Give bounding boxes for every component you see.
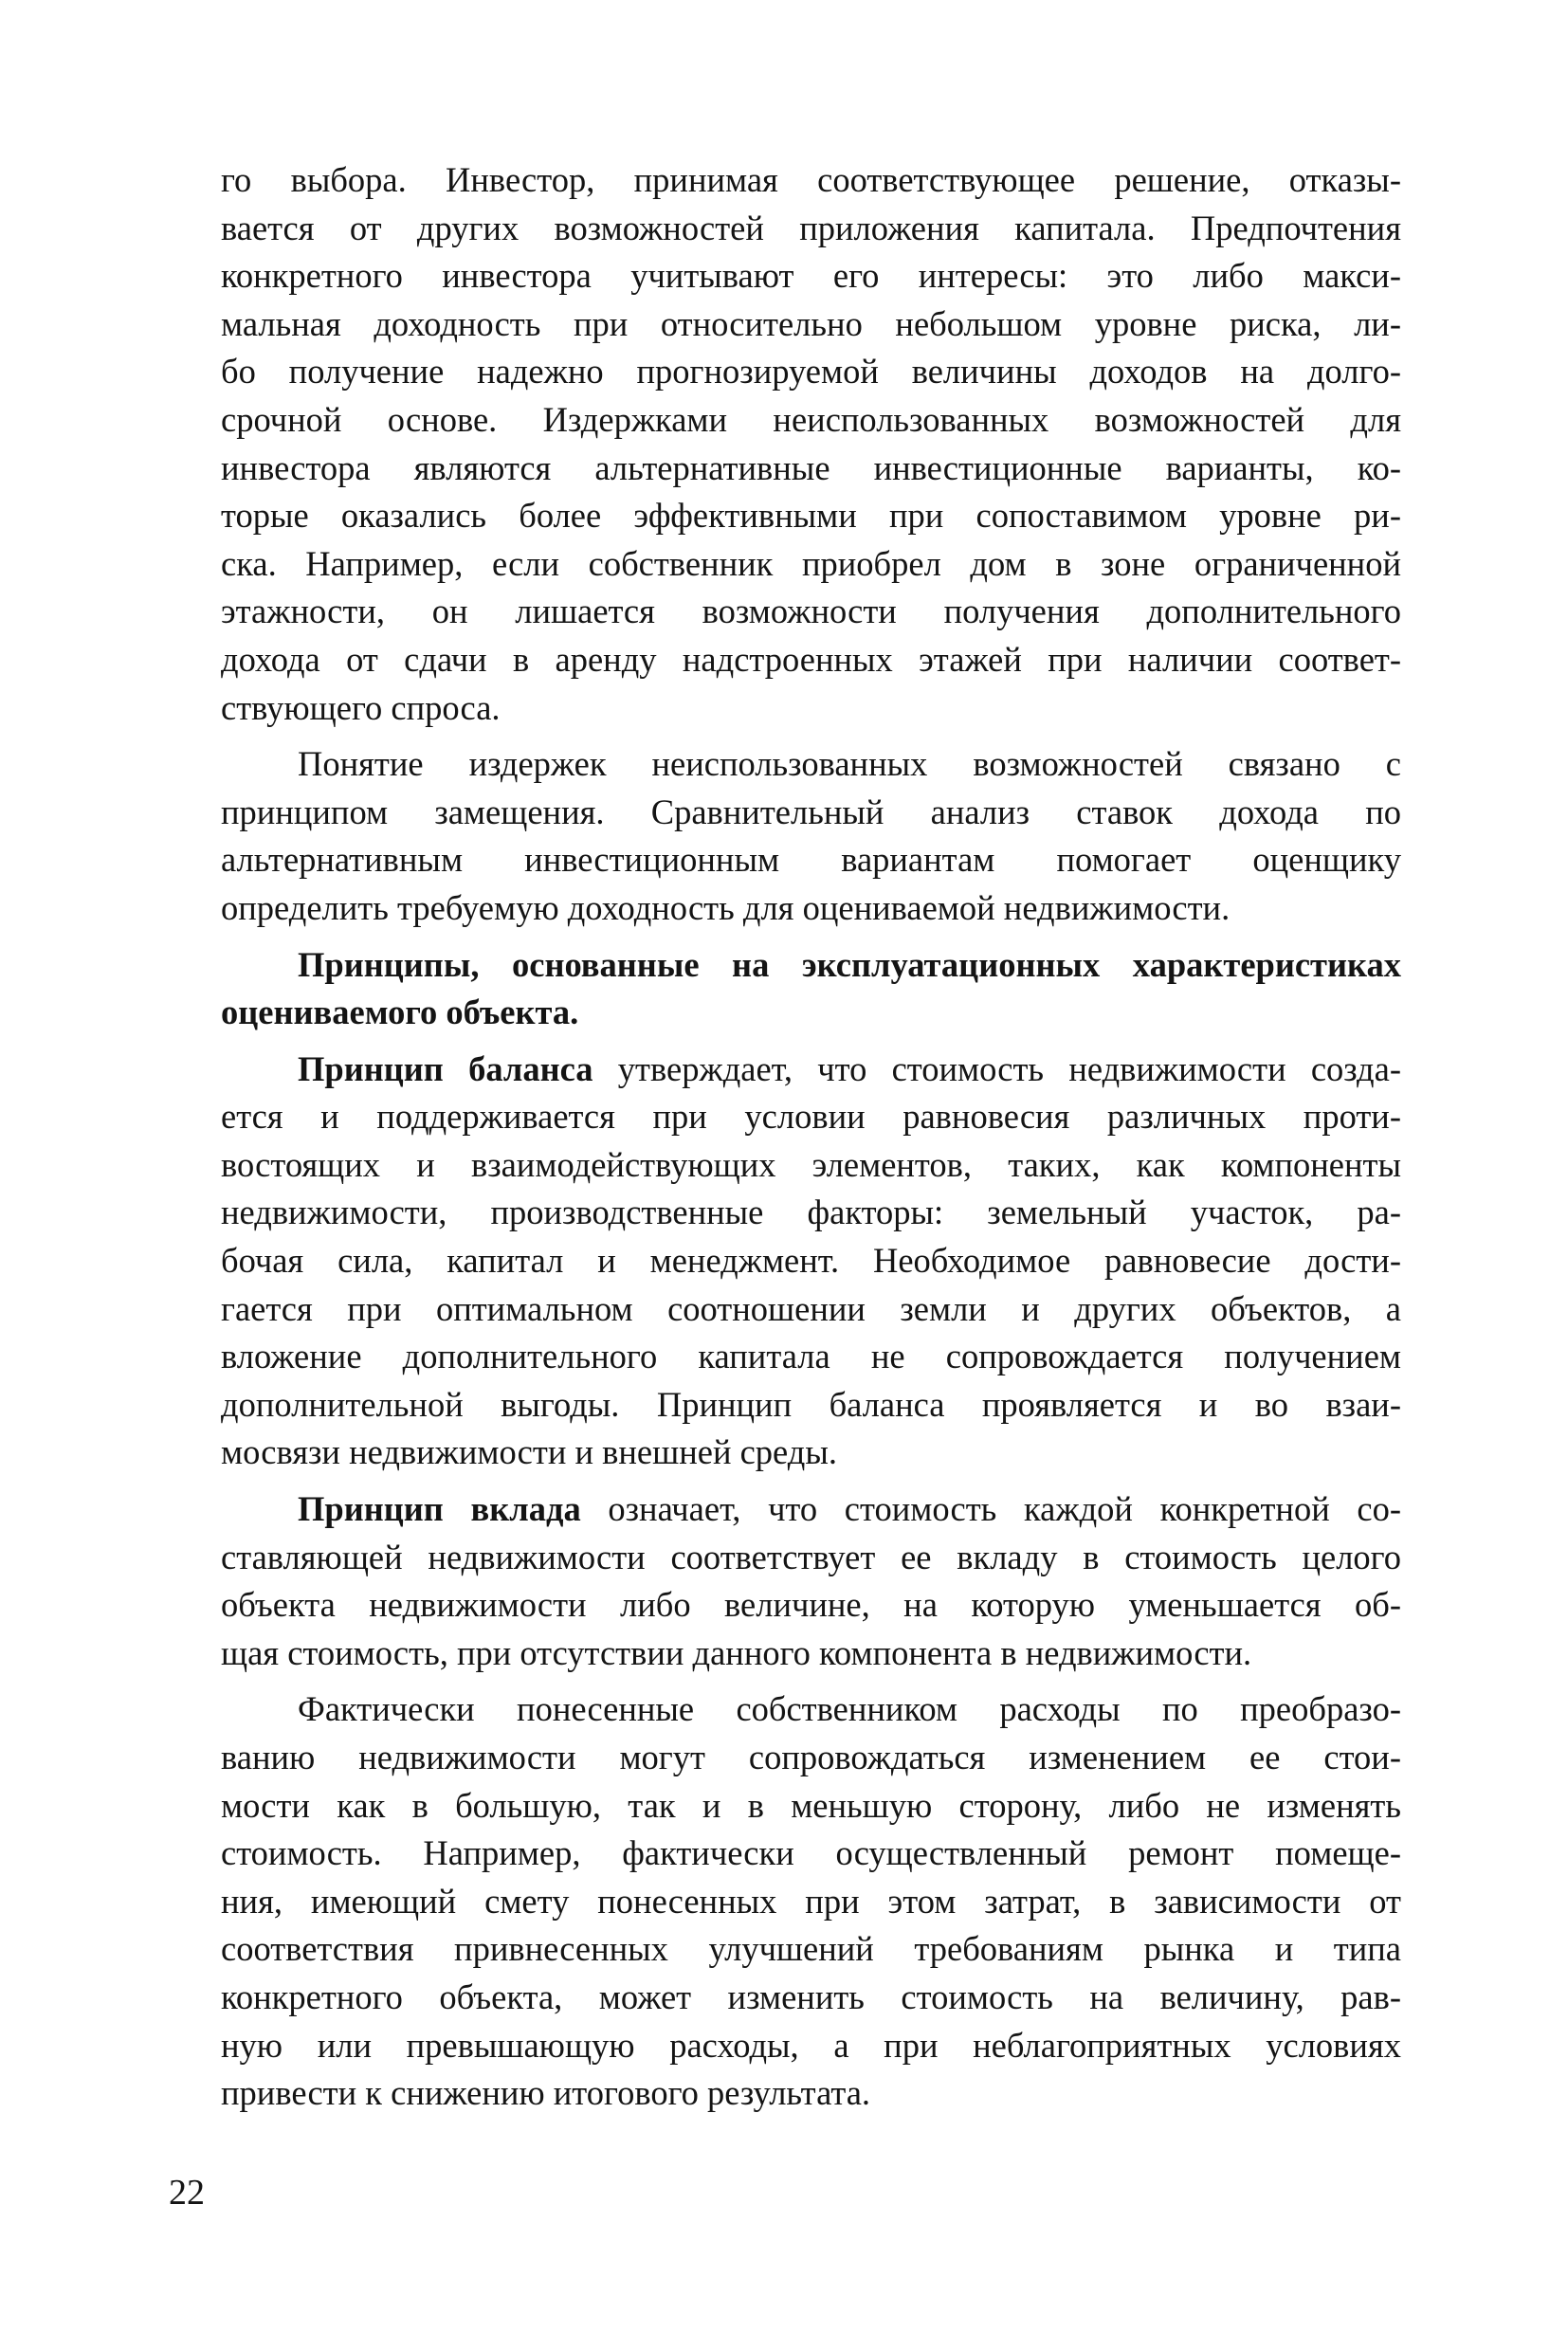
paragraph-opportunity-cost [221,156,1401,732]
text-line: ска. Например, если собственник приобрел дом в зоне ограниченной [221,543,1401,583]
section-heading [221,941,1401,1037]
text-line: дополнительной выгоды. Принцип баланса проявляется и во взаи- [221,1384,1401,1424]
text-line: востоящих и взаимодействующих элементов, таких, как компоненты [221,1144,1401,1184]
text-line: ствующего спроса. [221,687,501,727]
page-number: 22 [169,2173,205,2213]
paragraph-balance-principle [221,1046,1401,1477]
text-line: торые оказались более эффективными при сопоставимом уровне ри- [221,496,1401,536]
text-fragment: означает, что стоимость каждой конкретной со- [580,1489,1401,1529]
text-line: ванию недвижимости могут сопровождаться изменением ее стои- [221,1738,1401,1776]
text-line: этажности, он лишается возможности получения дополнительного [221,592,1401,631]
heading-line: оцениваемого объекта. [221,993,579,1032]
text-line: объекта недвижимости либо величине, на которую уменьшается об- [221,1585,1401,1625]
text-line: щая стоимость, при отсутствии данного компонента в недвижимости. [221,1632,1252,1672]
heading-line: Принципы, основанные на эксплуатационных характеристиках [298,944,1401,984]
text-line: альтернативным инвестиционным вариантам помогает оценщику [221,840,1401,880]
term-balance-principle: Принцип баланса [298,1048,593,1088]
text-line [221,1485,1401,1534]
text-line: недвижимости, производственные факторы: земельный участок, ра- [221,1193,1401,1232]
text-line: ную или превышающую расходы, а при неблагоприятных условиях [221,2025,1401,2065]
text-line: инвестора являются альтернативные инвестиционные варианты, ко- [221,447,1401,487]
text-line: вается от других возможностей приложения капитала. Предпочтения [221,208,1401,247]
text-line: Понятие издержек неиспользованных возможностей связано с [298,744,1401,784]
paragraph-substitution [221,740,1401,932]
text-line: бочая сила, капитал и менеджмент. Необходимое равновесие дости- [221,1241,1401,1281]
text-line: срочной основе. Издержками неиспользованных возможностей для [221,399,1401,439]
text-line: ния, имеющий смету понесенных при этом затрат, в зависимости от [221,1881,1401,1921]
paragraph-contribution-principle [221,1485,1401,1677]
text-line: конкретного объекта, может изменить стоимость на величину, рав- [221,1977,1401,2016]
text-line: мосвязи недвижимости и внешней среды. [221,1432,837,1472]
text-line: привести к снижению итогового результата. [221,2073,871,2113]
text-line: мальная доходность при относительно небольшом уровне риска, ли- [221,303,1401,343]
text-line: стоимость. Например, фактически осуществленный ремонт помеще- [221,1833,1401,1873]
text-fragment: утверждает, что стоимость недвижимости созда- [593,1048,1401,1088]
text-line: соответствия привнесенных улучшений требованиям рынка и типа [221,1929,1401,1969]
text-line: конкретного инвестора учитывают его интересы: это либо макси- [221,256,1401,296]
body-text [221,156,1401,2126]
term-contribution-principle: Принцип вклада [298,1489,581,1529]
paragraph-actual-expenses [221,1685,1401,2117]
text-line: дохода от сдачи в аренду надстроенных этажей при наличии соответ- [221,639,1401,679]
text-line: принципом замещения. Сравнительный анализ ставок дохода по [221,792,1401,831]
text-line: определить требуемую доходность для оцениваемой недвижимости. [221,887,1231,927]
text-line: ставляющей недвижимости соответствует ее вкладу в стоимость целого [221,1537,1401,1576]
text-line: мости как в большую, так и в меньшую сторону, либо не изменять [221,1785,1401,1825]
text-line: вложение дополнительного капитала не сопровождается получением [221,1337,1401,1376]
text-line: го выбора. Инвестор, принимая соответствующее решение, отказы- [221,160,1401,199]
text-line: ется и поддерживается при условии равновесия различных проти- [221,1097,1401,1137]
text-line [221,1046,1401,1094]
text-line: Фактически понесенные собственником расходы по преобразо- [298,1689,1401,1729]
text-line: бо получение надежно прогнозируемой величины доходов на долго- [221,352,1401,392]
text-line: гается при оптимальном соотношении земли и других объектов, а [221,1288,1401,1328]
